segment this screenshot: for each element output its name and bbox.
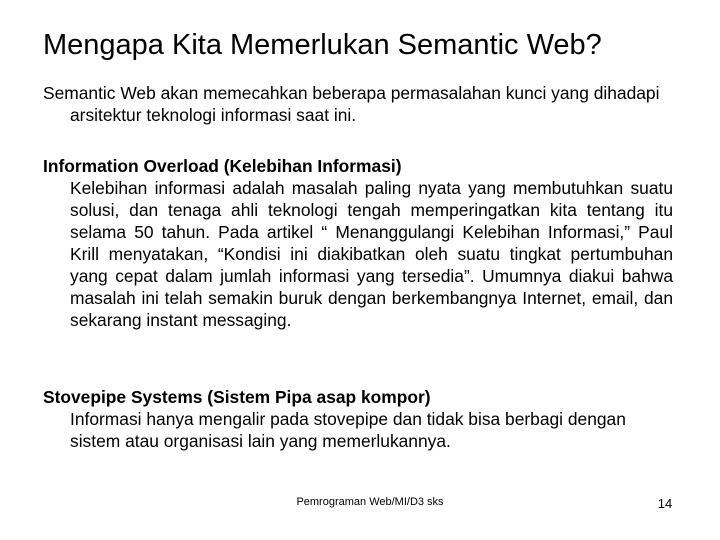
page-number: 14 bbox=[657, 496, 673, 511]
section-information-overload bbox=[43, 155, 673, 331]
intro-block bbox=[43, 82, 673, 126]
slide-title: Mengapa Kita Memerlukan Semantic Web? bbox=[43, 29, 602, 61]
section-heading: Stovepipe Systems (Sistem Pipa asap kompor) bbox=[43, 387, 431, 407]
section-heading: Information Overload (Kelebihan Informasi) bbox=[43, 156, 402, 176]
section-body: Informasi hanya mengalir pada stovepipe dan tidak bisa berbagi dengan sistem atau organisasi lain yang memerlukannya. bbox=[70, 409, 626, 451]
section-body: Kelebihan informasi adalah masalah paling nyata yang membutuhkan suatu solusi, dan tenaga ahli teknologi tengah memperingatkan kita tentang itu selama 50 tahun. Pada artikel “ Menanggulangi Kelebihan Informasi,” Paul Krill menyatakan, “Kondisi ini diakibatkan oleh suatu tingkat pertumbuhan yang cepat dalam jumlah informasi yang tersedia”. Umumnya diakui bahwa masalah ini telah semakin buruk dengan berkembangnya Internet, email, dan sekarang instant messaging. bbox=[70, 178, 673, 330]
section-stovepipe-systems bbox=[43, 386, 673, 452]
footer-text: Pemrograman Web/MI/D3 sks bbox=[296, 496, 444, 508]
intro-paragraph: Semantic Web akan memecahkan beberapa permasalahan kunci yang dihadapi arsitektur teknologi informasi saat ini. bbox=[43, 83, 660, 125]
